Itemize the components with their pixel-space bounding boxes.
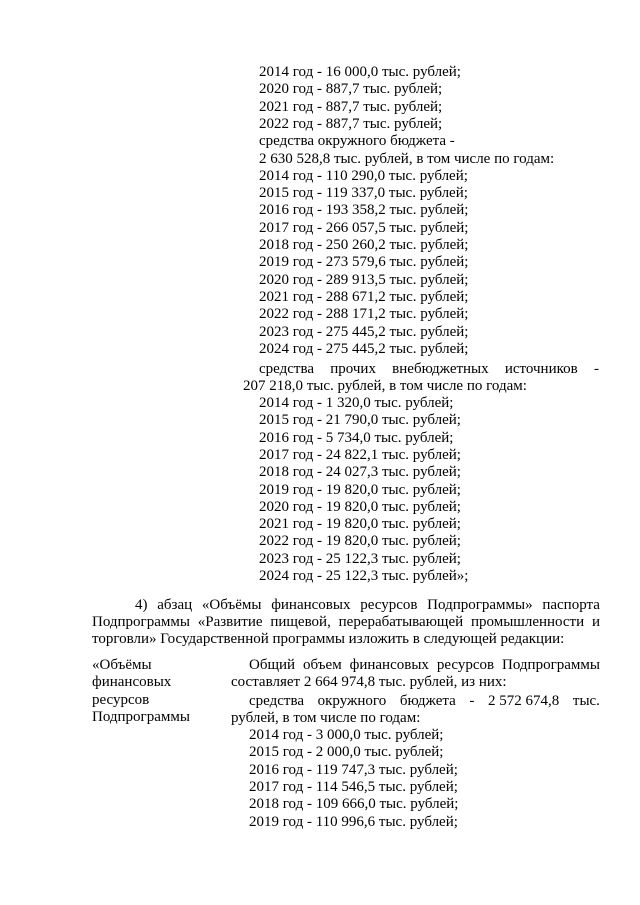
- word: Общий: [249, 657, 296, 673]
- word: окружного: [317, 693, 387, 709]
- word: ресурсов: [360, 597, 418, 613]
- text-line: 2016 год - 193 358,2 тыс. рублей;: [259, 202, 469, 219]
- extra-sources-total: 207 218,0 тыс. рублей, в том числе по годам:: [243, 378, 527, 394]
- text-line: 2021 год - 887,7 тыс. рублей;: [259, 98, 443, 115]
- word: 2 572 674,8: [488, 693, 560, 709]
- paragraph4-line1: [135, 597, 600, 614]
- table-right-line2: составляет 2 664 974,8 тыс. рублей, из них:: [231, 674, 507, 690]
- word: абзац: [157, 597, 193, 613]
- text-line: 2022 год - 19 820,0 тыс. рублей;: [259, 533, 461, 550]
- word: бюджета: [399, 693, 456, 709]
- word: Подпрограммы: [92, 614, 190, 630]
- text-line: 2016 год - 5 734,0 тыс. рублей;: [259, 429, 454, 446]
- text-line: 2024 год - 275 445,2 тыс. рублей;: [259, 340, 469, 357]
- text-line: 2022 год - 887,7 тыс. рублей;: [259, 115, 443, 132]
- text-line: 2015 год - 119 337,0 тыс. рублей;: [259, 185, 468, 202]
- text-line: 2018 год - 250 260,2 тыс. рублей;: [259, 237, 469, 253]
- text-line: 2020 год - 19 820,0 тыс. рублей;: [259, 498, 461, 515]
- extra-sources-header: [259, 361, 599, 378]
- paragraph4-line3: торговли» Государственной программы изложить в следующей редакции:: [92, 631, 565, 647]
- text-line: 2020 год - 887,7 тыс. рублей;: [259, 81, 443, 98]
- word: Подпрограммы»: [427, 597, 533, 613]
- word: «Развитие: [197, 614, 263, 630]
- word: объем: [303, 657, 342, 673]
- word: финансовых: [349, 657, 429, 673]
- text-line: 2023 год - 275 445,2 тыс. рублей;: [259, 323, 469, 340]
- text-line: 2016 год - 119 747,3 тыс. рублей;: [249, 761, 458, 778]
- text-line: 2014 год - 110 290,0 тыс. рублей;: [259, 167, 468, 184]
- text-line: 2019 год - 273 579,6 тыс. рублей;: [259, 254, 469, 271]
- text-line: средства окружного бюджета -: [259, 133, 455, 150]
- word: пищевой,: [270, 614, 331, 630]
- table-right-line4: рублей, в том числе по годам:: [231, 710, 421, 726]
- text-line: 2019 год - 110 996,6 тыс. рублей;: [249, 813, 458, 830]
- word: «Объёмы: [201, 597, 262, 613]
- text-line: 2017 год - 266 057,5 тыс. рублей;: [259, 219, 469, 236]
- word: промышленности: [470, 614, 585, 630]
- table-label-line: Подпрограммы: [92, 708, 190, 725]
- text-line: 2018 год - 24 027,3 тыс. рублей;: [259, 464, 461, 481]
- text-line: 2015 год - 2 000,0 тыс. рублей;: [249, 744, 444, 761]
- table-label-line: финансовых: [92, 674, 172, 691]
- word: средства: [249, 693, 305, 709]
- text-line: 2014 год - 16 000,0 тыс. рублей;: [259, 64, 461, 80]
- table-label-line: ресурсов: [92, 691, 150, 708]
- text-line: 2022 год - 288 171,2 тыс. рублей;: [259, 306, 469, 323]
- word: -: [469, 693, 475, 709]
- word: паспорта: [542, 597, 600, 613]
- word: внебюджетных: [392, 361, 489, 377]
- word: Подпрограммы: [502, 657, 600, 673]
- paragraph4-line2: [92, 614, 600, 631]
- text-line: 2017 год - 24 822,1 тыс. рублей;: [259, 446, 461, 463]
- table-label-line: «Объёмы: [92, 657, 152, 673]
- word: и: [591, 614, 600, 630]
- text-line: 2 630 528,8 тыс. рублей, в том числе по годам:: [259, 150, 555, 167]
- text-line: 2020 год - 289 913,5 тыс. рублей;: [259, 271, 469, 288]
- text-line: 2015 год - 21 790,0 тыс. рублей;: [259, 412, 461, 429]
- word: 4): [135, 597, 148, 613]
- table-right-line1: [249, 657, 600, 674]
- text-line: 2023 год - 25 122,3 тыс. рублей;: [259, 550, 461, 567]
- word: тыс.: [572, 693, 600, 709]
- word: прочих: [330, 361, 376, 377]
- table-right-line3: [249, 693, 600, 710]
- word: средства: [259, 361, 315, 377]
- word: -: [593, 361, 599, 377]
- word: источников: [504, 361, 578, 377]
- word: ресурсов: [436, 657, 495, 673]
- text-line: 2017 год - 114 546,5 тыс. рублей;: [249, 778, 458, 795]
- text-line: 2019 год - 19 820,0 тыс. рублей;: [259, 481, 461, 498]
- text-line: 2024 год - 25 122,3 тыс. рублей»;: [259, 568, 469, 584]
- word: перерабатывающей: [338, 614, 464, 630]
- text-line: 2021 год - 288 671,2 тыс. рублей;: [259, 288, 469, 305]
- text-line: 2014 год - 3 000,0 тыс. рублей;: [249, 727, 444, 743]
- text-line: 2021 год - 19 820,0 тыс. рублей;: [259, 516, 461, 533]
- text-line: 2018 год - 109 666,0 тыс. рублей;: [249, 796, 459, 813]
- word: финансовых: [271, 597, 351, 613]
- text-line: 2014 год - 1 320,0 тыс. рублей;: [259, 395, 454, 411]
